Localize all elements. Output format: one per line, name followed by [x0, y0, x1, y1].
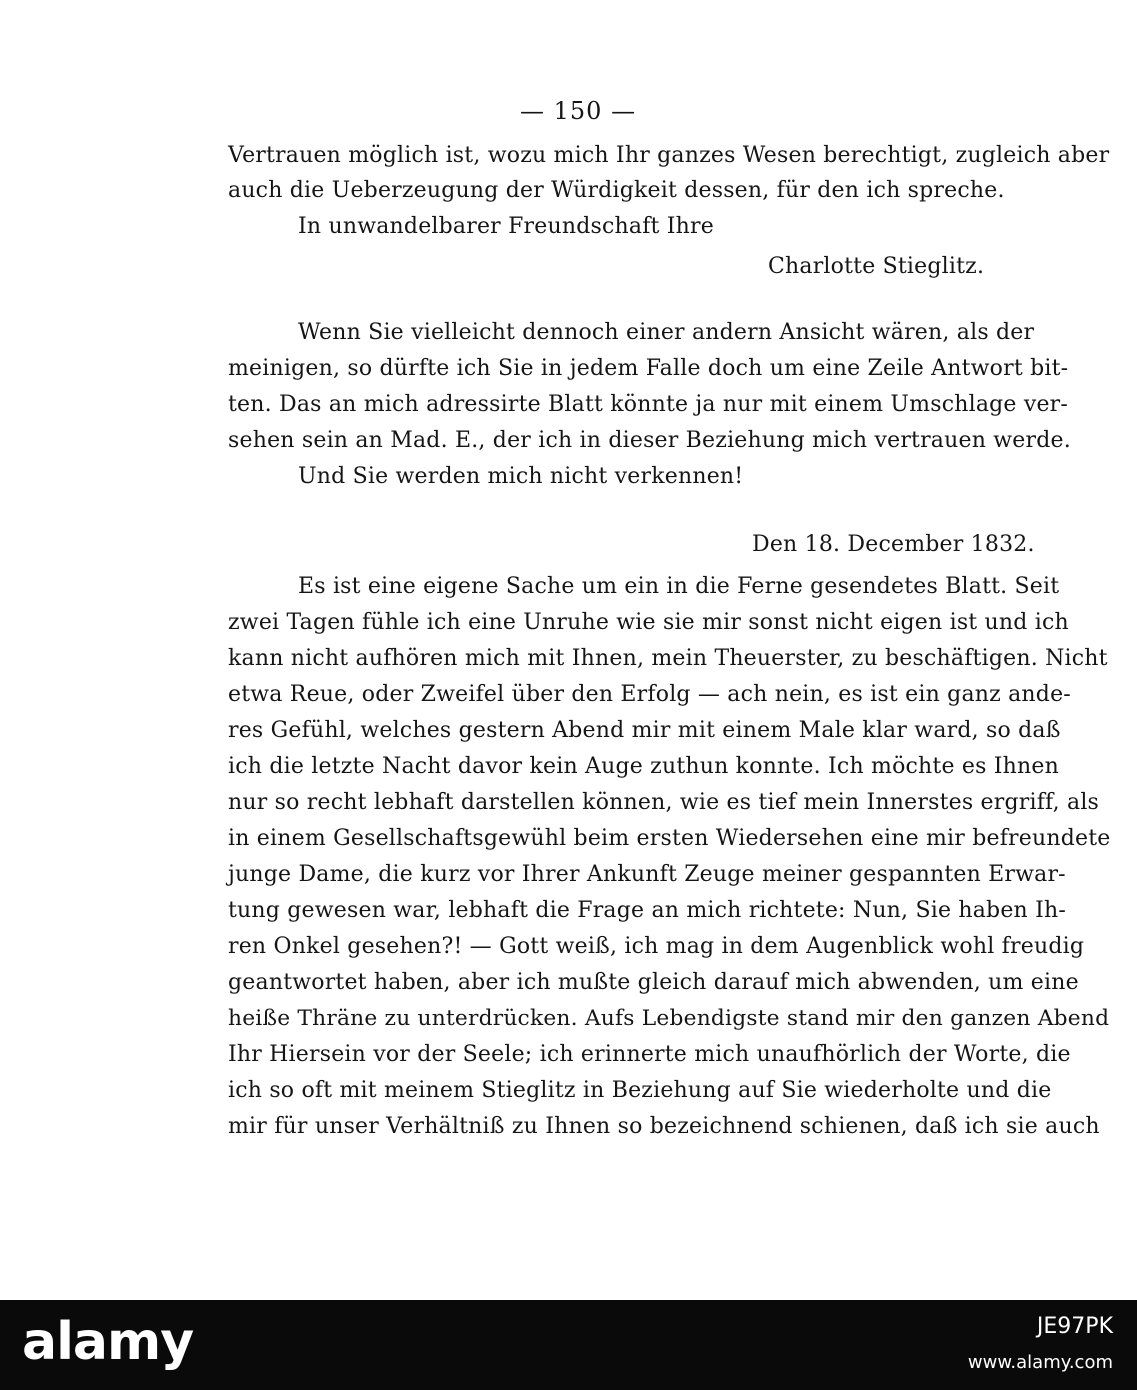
postscript-line: meinigen, so dürfte ich Sie in jedem Falle doch um eine Zeile Antwort bit- — [228, 356, 1069, 381]
postscript-line: sehen sein an Mad. E., der ich in dieser Beziehung mich vertrauen werde. — [228, 428, 1071, 453]
stock-site-url: www.alamy.com — [967, 1352, 1113, 1373]
postscript-line: Wenn Sie vielleicht dennoch einer andern Ansicht wären, als der — [298, 320, 1035, 345]
dateline: Den 18. December 1832. — [752, 532, 1035, 557]
stock-image-id: JE97PK — [1036, 1314, 1113, 1339]
alamy-logo: alamy — [22, 1312, 194, 1372]
body-line: kann nicht aufhören mich mit Ihnen, mein Theuerster, zu beschäftigen. Nicht — [228, 646, 1108, 671]
postscript-line: Und Sie werden mich nicht verkennen! — [298, 464, 744, 489]
body-line: in einem Gesellschaftsgewühl beim ersten Wiedersehen eine mir befreundete — [228, 826, 1111, 851]
body-line: nur so recht lebhaft darstellen können, wie es tief mein Innerstes ergriff, als — [228, 790, 1100, 815]
body-line: res Gefühl, welches gestern Abend mir mit einem Male klar ward, so daß — [228, 718, 1061, 743]
stock-footer-bar — [0, 1300, 1137, 1390]
body-line: ich so oft mit meinem Stieglitz in Beziehung auf Sie wiederholte und die — [228, 1078, 1052, 1103]
body-line: heiße Thräne zu unterdrücken. Aufs Lebendigste stand mir den ganzen Abend — [228, 1006, 1110, 1031]
signature: Charlotte Stieglitz. — [768, 254, 985, 279]
body-line: junge Dame, die kurz vor Ihrer Ankunft Zeuge meiner gespannten Erwar- — [228, 862, 1066, 887]
body-line: Es ist eine eigene Sache um ein in die Ferne gesendetes Blatt. Seit — [298, 574, 1060, 599]
body-line: ich die letzte Nacht davor kein Auge zuthun konnte. Ich möchte es Ihnen — [228, 754, 1059, 779]
body-line: zwei Tagen fühle ich eine Unruhe wie sie mir sonst nicht eigen ist und ich — [228, 610, 1069, 635]
postscript-line: ten. Das an mich adressirte Blatt könnte ja nur mit einem Umschlage ver- — [228, 392, 1069, 417]
body-line: mir für unser Verhältniß zu Ihnen so bezeichnend schienen, daß ich sie auch — [228, 1114, 1100, 1139]
body-line: etwa Reue, oder Zweifel über den Erfolg — ach nein, es ist ein ganz ande- — [228, 682, 1071, 707]
body-line: ren Onkel gesehen?! — Gott weiß, ich mag in dem Augenblick wohl freudig — [228, 934, 1085, 959]
body-line: auch die Ueberzeugung der Würdigkeit dessen, für den ich spreche. — [228, 178, 1005, 203]
body-line: Vertrauen möglich ist, wozu mich Ihr ganzes Wesen berechtigt, zugleich aber — [228, 143, 1110, 168]
letter-closing: In unwandelbarer Freundschaft Ihre — [298, 214, 714, 239]
body-line: geantwortet haben, aber ich mußte gleich darauf mich abwenden, um eine — [228, 970, 1079, 995]
page-number: — 150 — — [520, 97, 637, 125]
body-line: Ihr Hiersein vor der Seele; ich erinnerte mich unaufhörlich der Worte, die — [228, 1042, 1071, 1067]
body-line: tung gewesen war, lebhaft die Frage an mich richtete: Nun, Sie haben Ih- — [228, 898, 1067, 923]
